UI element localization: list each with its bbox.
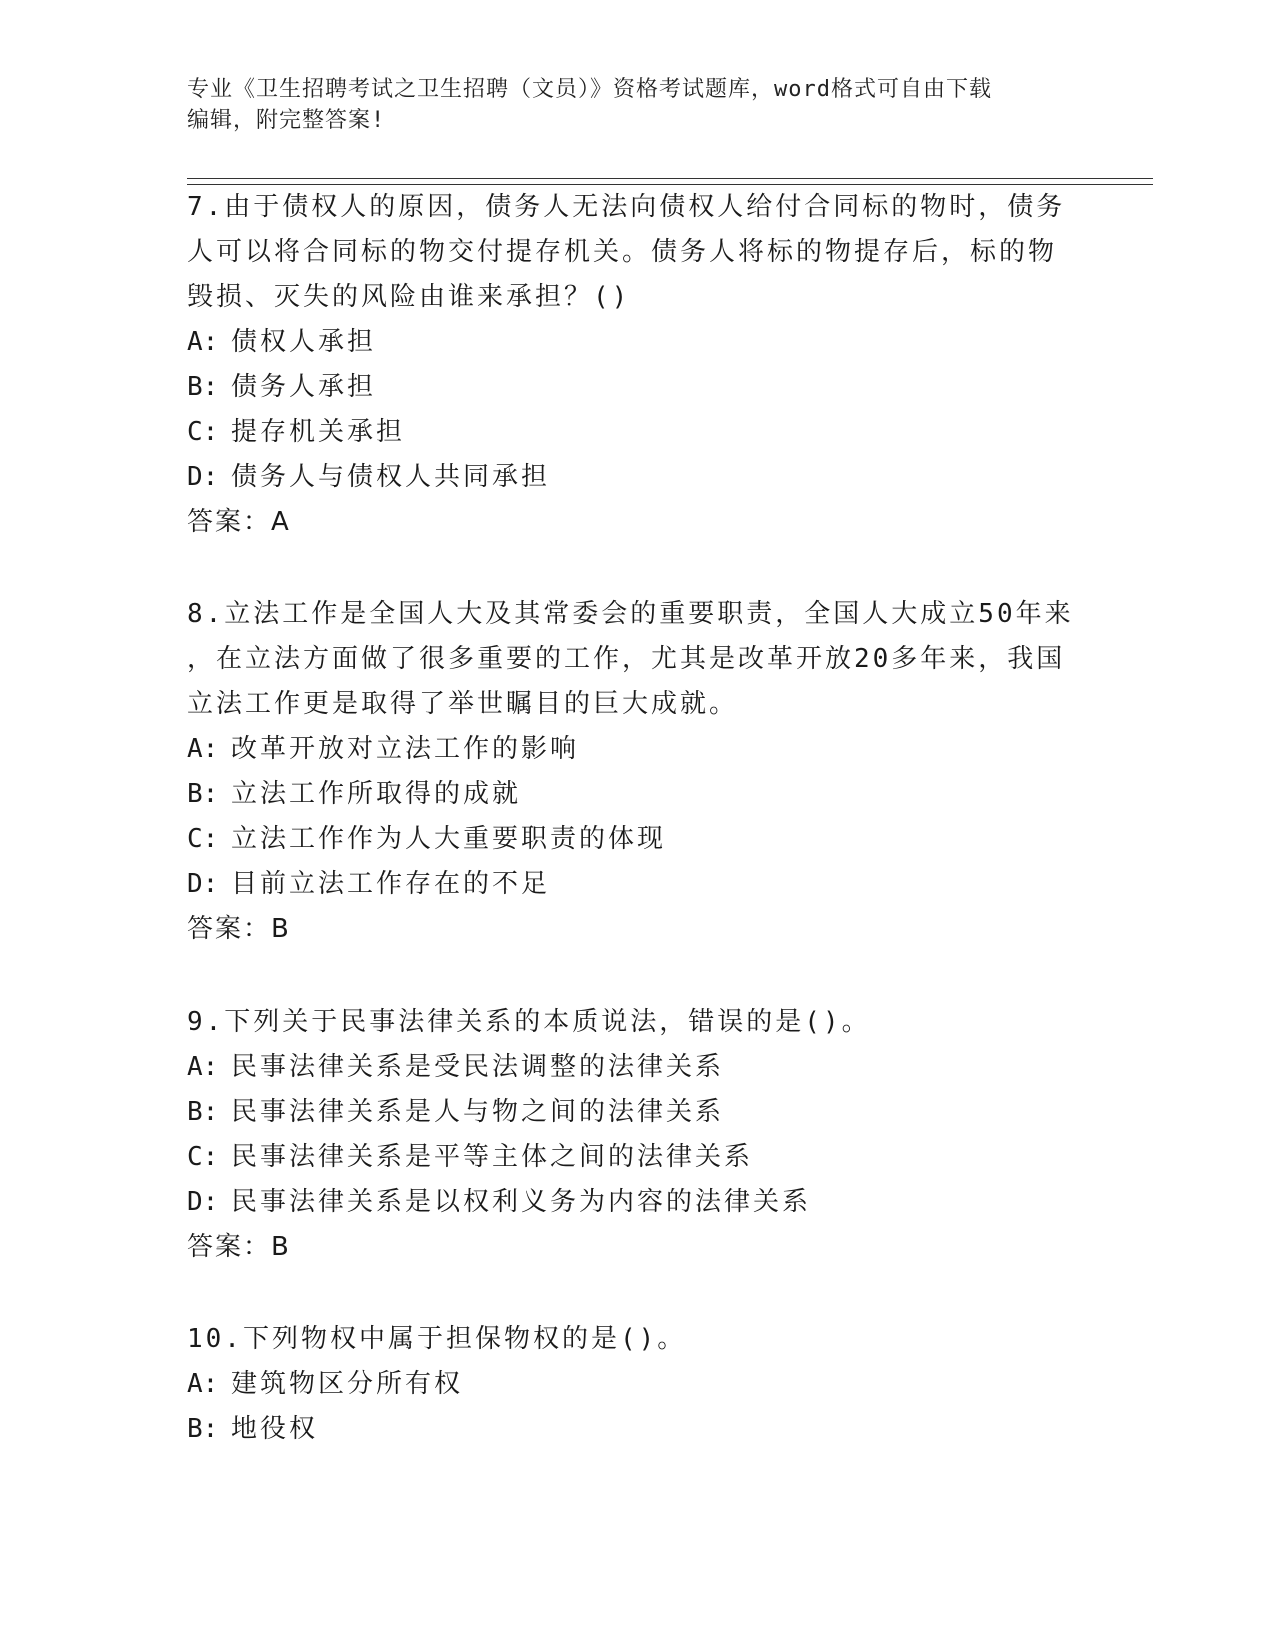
option-text: 立法工作所取得的成就 <box>231 779 522 809</box>
option-text: 民事法律关系是以权利义务为内容的法律关系 <box>231 1187 812 1217</box>
question-stem-line: ，在立法方面做了很多重要的工作，尤其是改革开放20多年来，我国 <box>187 644 1066 674</box>
question-stem-line: 7.由于债权人的原因，债务人无法向债权人给付合同标的物时，债务 <box>187 192 1066 222</box>
header-line-1: 专业《卫生招聘考试之卫生招聘（文员）》资格考试题库，word格式可自由下载 <box>187 77 992 102</box>
option-key: A: <box>187 327 219 357</box>
option-c <box>187 410 1087 455</box>
option-key: B: <box>187 1097 219 1127</box>
option-key: D: <box>187 1187 219 1217</box>
option-text: 提存机关承担 <box>231 417 406 447</box>
answer-line: 答案：B <box>187 914 291 944</box>
option-text: 地役权 <box>231 1414 319 1444</box>
option-text: 民事法律关系是人与物之间的法律关系 <box>231 1097 725 1127</box>
option-key: C: <box>187 1142 219 1172</box>
option-key: B: <box>187 1414 219 1444</box>
option-d <box>187 455 1087 500</box>
option-b <box>187 772 1087 817</box>
option-key: D: <box>187 869 219 899</box>
option-key: C: <box>187 824 219 854</box>
question-stem-line: 立法工作更是取得了举世瞩目的巨大成就。 <box>187 689 739 719</box>
option-b <box>187 1407 1087 1452</box>
option-text: 债权人承担 <box>231 327 377 357</box>
option-b <box>187 365 1087 410</box>
question-stem-line: 毁损、灭失的风险由谁来承担？() <box>187 282 631 312</box>
option-text: 目前立法工作存在的不足 <box>231 869 551 899</box>
header-line-2: 编辑，附完整答案! <box>187 108 386 133</box>
option-c <box>187 1135 1087 1180</box>
option-key: A: <box>187 734 219 764</box>
option-text: 立法工作作为人大重要职责的体现 <box>231 824 667 854</box>
option-text: 改革开放对立法工作的影响 <box>231 734 580 764</box>
option-c <box>187 817 1087 862</box>
option-d <box>187 862 1087 907</box>
option-text: 民事法律关系是受民法调整的法律关系 <box>231 1052 725 1082</box>
option-a <box>187 1362 1087 1407</box>
answer-line: 答案：A <box>187 507 291 537</box>
option-a <box>187 1045 1087 1090</box>
option-b <box>187 1090 1087 1135</box>
option-d <box>187 1180 1087 1225</box>
option-text: 建筑物区分所有权 <box>231 1369 464 1399</box>
option-text: 民事法律关系是平等主体之间的法律关系 <box>231 1142 754 1172</box>
answer-line: 答案：B <box>187 1232 291 1262</box>
header-divider-top <box>187 178 1153 179</box>
question-stem-line: 8.立法工作是全国人大及其常委会的重要职责，全国人大成立50年来 <box>187 599 1074 629</box>
option-key: B: <box>187 372 219 402</box>
question-stem-line: 9.下列关于民事法律关系的本质说法，错误的是()。 <box>187 1007 871 1037</box>
option-key: D: <box>187 462 219 492</box>
option-a <box>187 727 1087 772</box>
option-key: A: <box>187 1369 219 1399</box>
document-header <box>187 74 1087 136</box>
option-text: 债务人承担 <box>231 372 377 402</box>
option-key: B: <box>187 779 219 809</box>
question-stem-line: 人可以将合同标的物交付提存机关。债务人将标的物提存后，标的物 <box>187 237 1058 267</box>
option-a <box>187 320 1087 365</box>
option-key: A: <box>187 1052 219 1082</box>
option-key: C: <box>187 417 219 447</box>
option-text: 债务人与债权人共同承担 <box>231 462 551 492</box>
question-stem-line: 10.下列物权中属于担保物权的是()。 <box>187 1324 687 1354</box>
